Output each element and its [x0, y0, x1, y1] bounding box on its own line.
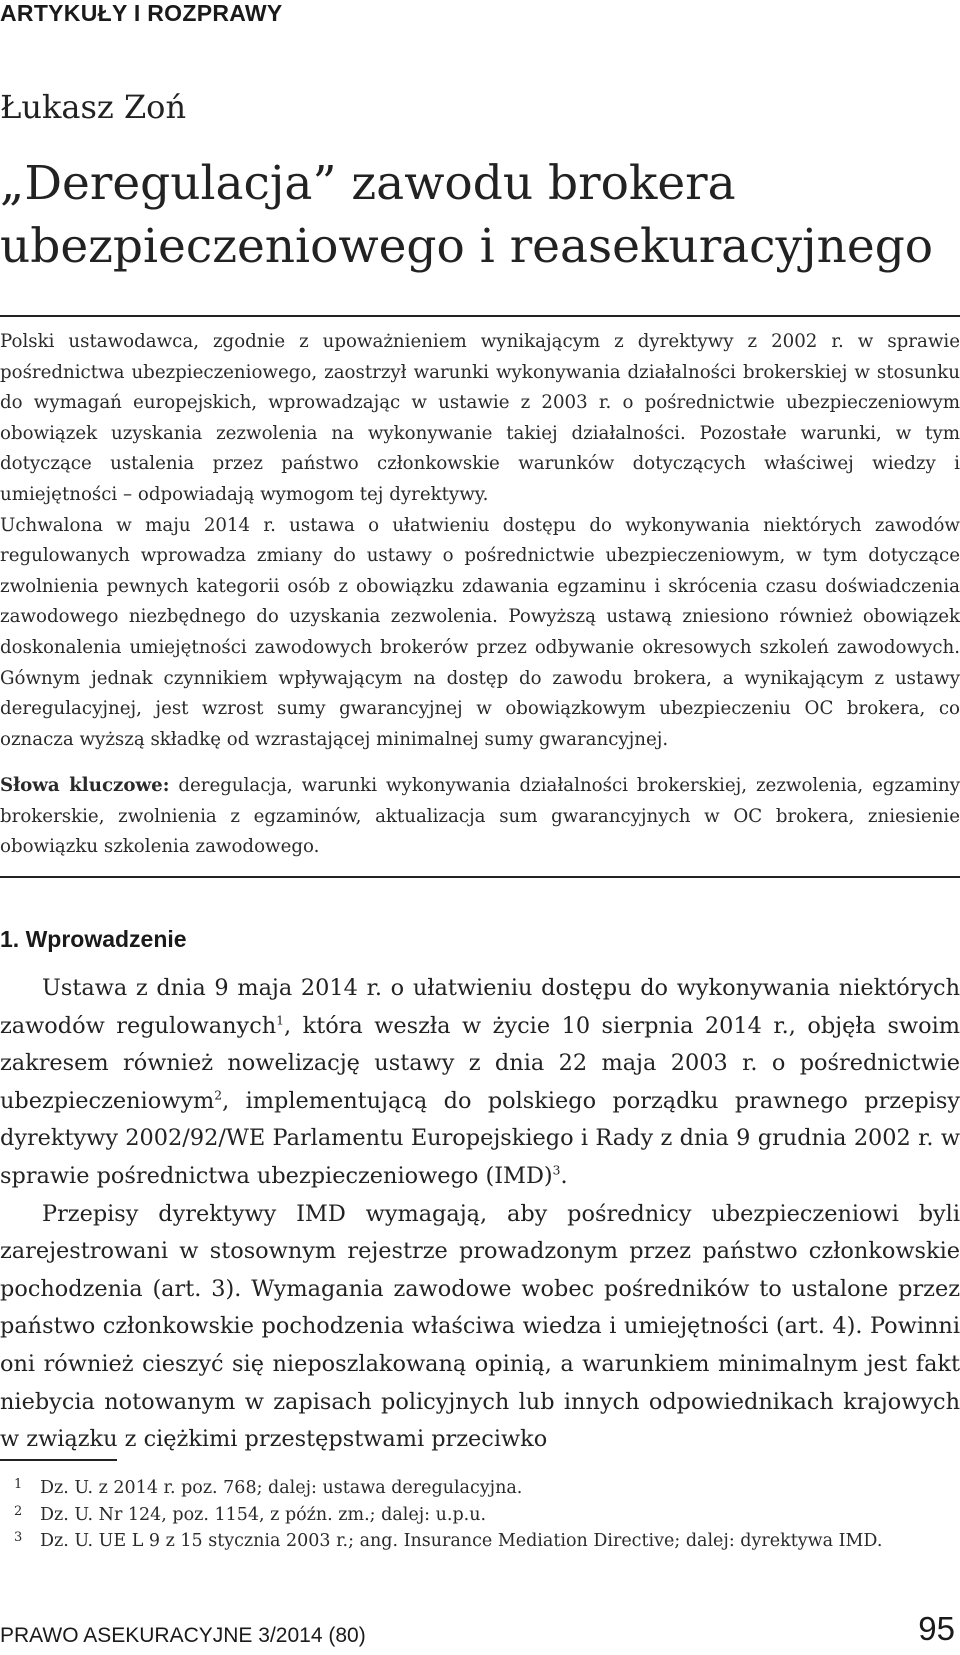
keywords [0, 771, 960, 863]
body-p1-part-a: Ustawa z dnia 9 maja 2014 r. o ułatwieniu dostępu do wykonywania niektórych zawodów regulowanych [0, 975, 960, 1039]
footnote-ref-1[interactable]: 1 [276, 1013, 285, 1028]
footnote-number: 1 [14, 1477, 23, 1492]
footnote-ref-3[interactable]: 3 [552, 1163, 561, 1178]
body-paragraph-2: Przepisy dyrektywy IMD wymagają, aby pośrednicy ubezpieczeniowi byli zarejestrowani w stosownym rejestrze prowadzonym przez państwo członkowskie pochodzenia (art. 3). Wymagania zawodowe wobec pośredników to ustalone przez państwo członkowskie pochodzenia właściwa wiedza i umiejętności (art. 4). Powinni oni również cieszyć się nieposzlakowaną opinią, a warunkiem minimalnym jest fakt niebycia notowanym w zapisach policyjnych lub innych odpowiednikach krajowych w związku z ciężkimi przestępstwami przeciwko [0, 1200, 960, 1453]
footnote-text: Dz. U. z 2014 r. poz. 768; dalej: ustawa deregulacyjna. [40, 1478, 523, 1498]
section-label: ARTYKUŁY I ROZPRAWY [0, 0, 283, 26]
body-paragraph-1 [0, 970, 960, 1196]
footnote-number: 3 [14, 1530, 23, 1545]
body-p1-part-d: . [560, 1162, 568, 1189]
abstract-paragraph-2: Uchwalona w maju 2014 r. ustawa o ułatwieniu dostępu do wykonywania niektórych zawodów regulowanych wprowadza zmiany do ustawy o pośrednictwie ubezpieczeniowym, w tym dotyczące zwolnienia pewnych kategorii osób z obowiązku zdawania egzaminu i skrócenia czasu doświadczenia zawodowego niezbędnego do uzyskania zezwolenia. Powyższą ustawą zniesiono również obowiązek doskonalenia umiejętności zawodowych brokerów przez odbywanie okresowych szkoleń zawodowych. Gównym jednak czynnikiem wpływającym na dostęp do zawodu brokera, a wynikającym z ustawy deregulacyjnej, jest wzrost sumy gwarancyjnej w obowiązkowym ubezpieczeniu OC brokera, co oznacza wyższą składkę od wzrastającej minimalnej sumy gwarancyjnej. [0, 514, 960, 750]
keywords-text: deregulacja, warunki wykonywania działalności brokerskiej, zezwolenia, egzaminy brokerskie, zwolnienia z egzaminów, aktualizacja sum gwarancyjnych w OC brokera, zniesienie obowiązku szkolenia zawodowego. [0, 775, 960, 858]
page-number: 95 [918, 1610, 955, 1647]
abstract-paragraph-1: Polski ustawodawca, zgodnie z upoważnieniem wynikającym z dyrektywy z 2002 r. w sprawie pośrednictwa ubezpieczeniowego, zaostrzył warunki wykonywania działalności brokerskiej w stosunku do wymagań europejskich, wprowadzając w ustawie z 2003 r. o pośrednictwie ubezpieczeniowym obowiązek uzyskania zezwolenia na wykonywanie takiej działalności. Pozostałe warunki, w tym dotyczące ustalenia przez państwo członkowskie warunków dotyczących właściwej wiedzy i umiejętności – odpowiadają wymogom tej dyrektywy. [0, 331, 960, 505]
journal-name: PRAWO ASEKURACYJNE 3/2014 (80) [0, 1624, 366, 1647]
article-title: „Deregulacja” zawodu brokera ubezpieczeniowego i reasekuracyjnego [0, 156, 934, 274]
abstract [0, 327, 960, 755]
footnote-text: Dz. U. Nr 124, poz. 1154, z późn. zm.; dalej: u.p.u. [40, 1504, 487, 1525]
footnote-divider [0, 1459, 117, 1461]
author-name: Łukasz Zoń [0, 88, 187, 126]
footnote-text: Dz. U. UE L 9 z 15 stycznia 2003 r.; ang. Insurance Mediation Directive; dalej: dyrektywa IMD. [40, 1531, 883, 1551]
footnote-item [0, 1528, 960, 1555]
footnote-item [0, 1475, 960, 1502]
footnote-ref-2[interactable]: 2 [214, 1088, 223, 1103]
article-body [0, 970, 960, 1459]
divider-top [0, 315, 960, 317]
divider-abstract-end [0, 876, 960, 878]
footnotes [0, 1475, 960, 1555]
section-heading: 1. Wprowadzenie [0, 926, 187, 952]
body-p1-part-b: , która weszła w życie 10 sierpnia 2014 r., objęła swoim zakresem również nowelizację ustawy z dnia 22 maja 2003 r. o pośrednictwie ubezpieczeniowym [0, 1012, 960, 1114]
footnote-number: 2 [14, 1503, 23, 1519]
keywords-label: Słowa kluczowe: [0, 775, 170, 796]
body-p1-part-c: , implementującą do polskiego porządku prawnego przepisy dyrektywy 2002/92/WE Parlamentu Europejskiego i Rady z dnia 9 grudnia 2002 r. w sprawie pośrednictwa ubezpieczeniowego (IMD) [0, 1087, 960, 1189]
footnote-item [0, 1502, 960, 1529]
